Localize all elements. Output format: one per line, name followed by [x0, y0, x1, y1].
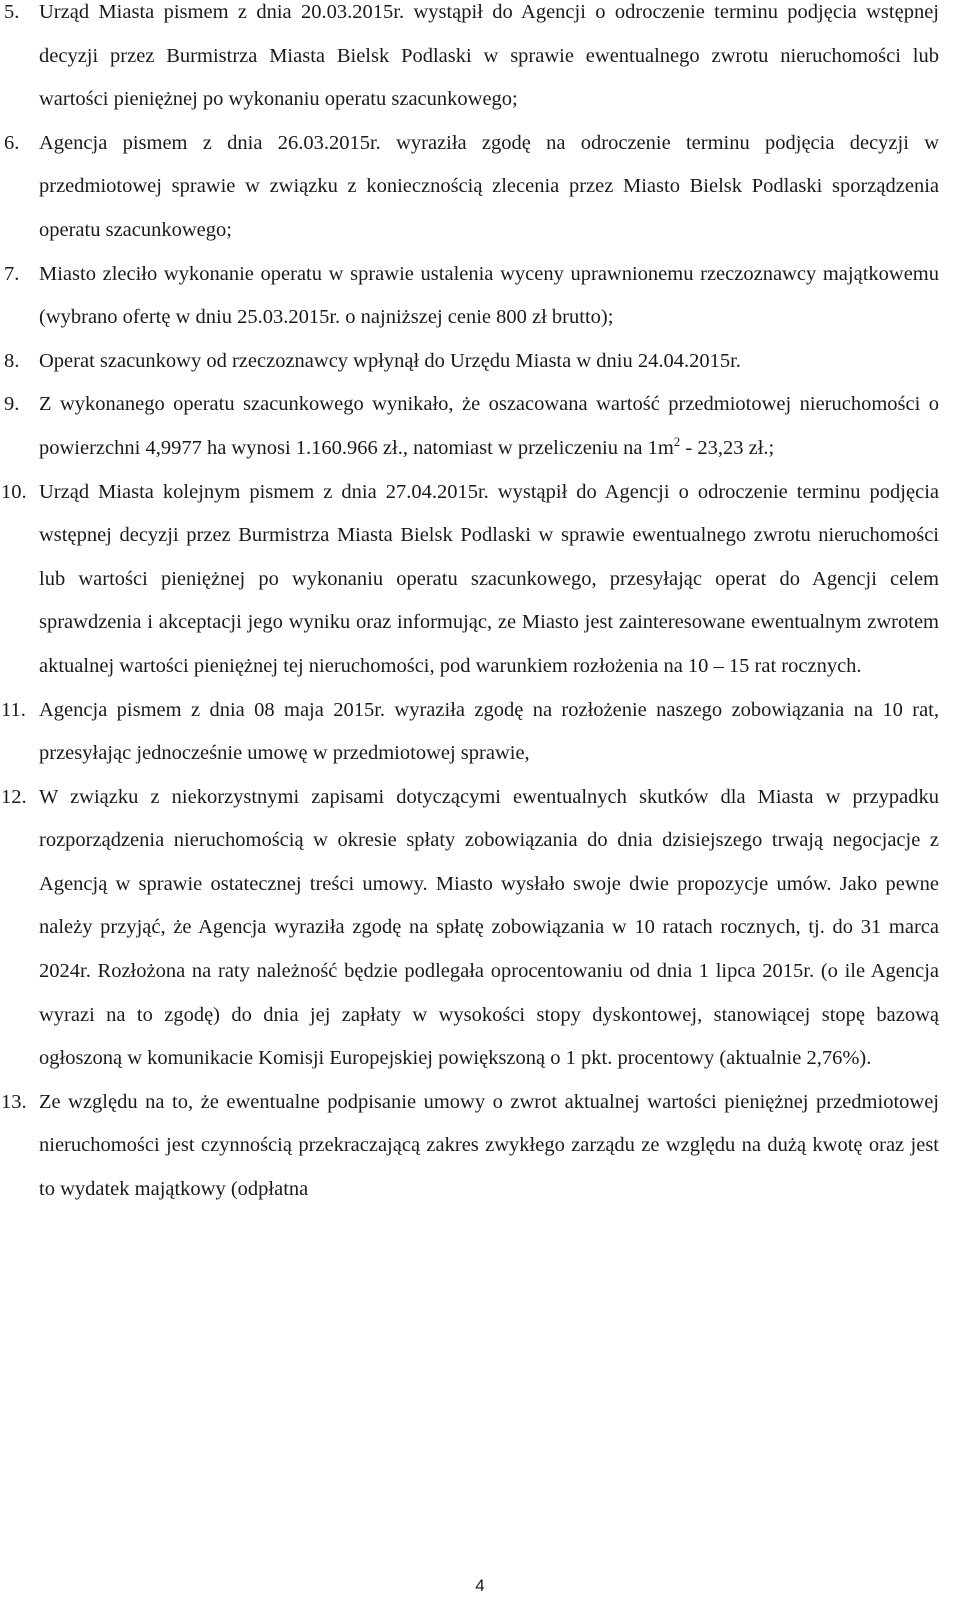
- item-number: 12.: [1, 785, 27, 808]
- list-item: [0, 383, 960, 470]
- list-item: [0, 340, 960, 384]
- list-item: [0, 776, 960, 1081]
- list-item: [0, 122, 960, 253]
- item-text: Operat szacunkowy od rzeczoznawcy wpłynął do Urzędu Miasta w dniu 24.04.2015r.: [39, 349, 741, 372]
- superscript: 2: [673, 434, 681, 450]
- item-number: 11.: [1, 698, 26, 721]
- item-number: 13.: [1, 1090, 27, 1113]
- item-number: 7.: [4, 262, 20, 285]
- list-item: [0, 0, 960, 122]
- item-number: 6.: [4, 131, 20, 154]
- item-number: 5.: [4, 1, 20, 23]
- list-item: [0, 689, 960, 776]
- item-number: 8.: [4, 349, 20, 372]
- item-text: Agencja pismem z dnia 08 maja 2015r. wyraziła zgodę na rozłożenie naszego zobowiązania na 10 rat, przesyłając jednocześnie umowę w przedmiotowej sprawie,: [39, 698, 939, 765]
- item-number: 10.: [1, 480, 27, 503]
- item-number: 9.: [4, 393, 20, 416]
- item-text: [39, 383, 939, 470]
- page-number: 4: [475, 1576, 485, 1595]
- item-text: Agencja pismem z dnia 26.03.2015r. wyraziła zgodę na odroczenie terminu podjęcia decyzji w przedmiotowej sprawie w związku z koniecznością zlecenia przez Miasto Bielsk Podlaski sporządzenia operatu szacunkowego;: [39, 131, 939, 241]
- list-item: [0, 1081, 960, 1212]
- item-text: W związku z niekorzystnymi zapisami dotyczącymi ewentualnych skutków dla Miasta w przypadku rozporządzenia nieruchomością w okresie spłaty zobowiązania do dnia dzisiejszego trwają negocjacje z Agencją w sprawie ostatecznej treści umowy. Miasto wysłało swoje dwie propozycje umów. Jako pewne należy przyjąć, że Agencja wyraziła zgodę na spłatę zobowiązania w 10 ratach rocznych, tj. do 31 marca 2024r. Rozłożona na raty należność będzie podlegała oprocentowaniu od dnia 1 lipca 2015r. (o ile Agencja wyrazi na to zgodę) do dnia jej zapłaty w wysokości stopy dyskontowej, stanowiącej stopę bazową ogłoszoną w komunikacie Komisji Europejskiej powiększoną o 1 pkt. procentowy (aktualnie 2,76%).: [39, 785, 939, 1070]
- item-text: Urząd Miasta pismem z dnia 20.03.2015r. wystąpił do Agencji o odroczenie terminu podjęcia wstępnej decyzji przez Burmistrza Miasta Bielsk Podlaski w sprawie ewentualnego zwrotu nieruchomości lub wartości pieniężnej po wykonaniu operatu szacunkowego;: [39, 1, 939, 111]
- item-text-part: - 23,23 zł.;: [680, 436, 775, 459]
- item-text: Miasto zleciło wykonanie operatu w sprawie ustalenia wyceny uprawnionemu rzeczoznawcy majątkowemu (wybrano ofertę w dniu 25.03.2015r. o najniższej cenie 800 zł brutto);: [39, 262, 939, 329]
- list-item: [0, 253, 960, 340]
- item-text-part: Z wykonanego operatu szacunkowego wynikało, że oszacowana wartość przedmiotowej nieruchomości o powierzchni 4,9977 ha wynosi 1.160.966 zł., natomiast w przeliczeniu na 1m: [39, 393, 939, 459]
- item-text: Ze względu na to, że ewentualne podpisanie umowy o zwrot aktualnej wartości pieniężnej przedmiotowej nieruchomości jest czynnością przekraczającą zakres zwykłego zarządu ze względu na dużą kwotę oraz jest to wydatek majątkowy (odpłatna: [39, 1090, 939, 1201]
- item-text: Urząd Miasta kolejnym pismem z dnia 27.04.2015r. wystąpił do Agencji o odroczenie terminu podjęcia wstępnej decyzji przez Burmistrza Miasta Bielsk Podlaski w sprawie ewentualnego zwrotu nieruchomości lub wartości pieniężnej po wykonaniu operatu szacunkowego, przesyłając operat do Agencji celem sprawdzenia i akceptacji jego wyniku oraz informując, ze Miasto jest zainteresowane ewentualnym zwrotem aktualnej wartości pieniężnej tej nieruchomości, pod warunkiem rozłożenia na 10 – 15 rat rocznych.: [39, 480, 939, 677]
- list-item: [0, 471, 960, 689]
